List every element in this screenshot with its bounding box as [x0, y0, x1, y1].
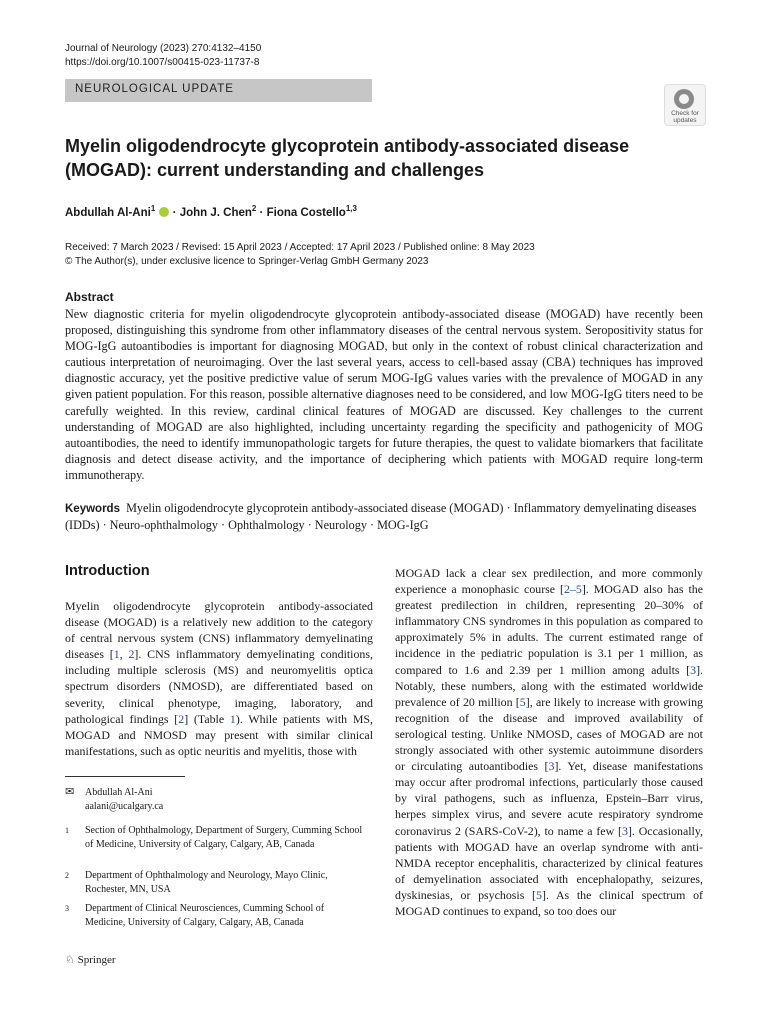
citation-link[interactable]: 1	[113, 647, 120, 662]
body-text: ). While patients with MS, MOGAD and NMOSD may present with similar clinical manifestations, such as optic neuritis and myelitis, those with	[65, 711, 373, 758]
copyright-line: © The Author(s), under exclusive licence to Springer-Verlag GmbH Germany 2023	[65, 256, 429, 267]
body-column-left	[65, 598, 373, 759]
abstract-heading: Abstract	[65, 290, 114, 304]
orcid-icon[interactable]	[159, 207, 169, 217]
body-text: ]. CNS inflammatory demyelinating conditions, including multiple sclerosis (MS) and neuromyelitis optica spectrum disorders (NMOSD), are differentiated based on severity, clinical phenotype, imaging, laboratory, and pathological findings [	[65, 647, 373, 726]
affiliation-number: 1	[65, 826, 69, 835]
author-separator: ·	[256, 206, 267, 219]
publisher-name: Springer	[77, 954, 116, 966]
corresponding-author: Abdullah Al-Ani	[85, 787, 153, 798]
citation-link[interactable]: 1	[229, 711, 236, 726]
keywords-label: Keywords	[65, 503, 120, 515]
affiliation-item	[65, 902, 365, 929]
affiliation-item	[65, 824, 365, 851]
author-name[interactable]: Abdullah Al-Ani	[65, 206, 151, 219]
corresponding-email[interactable]: aalani@ucalgary.ca	[85, 800, 164, 812]
footnote-divider	[65, 776, 185, 777]
journal-citation: Journal of Neurology (2023) 270:4132–4150	[65, 43, 262, 54]
correspondence	[65, 786, 365, 813]
affiliation-text: Department of Ophthalmology and Neurology, Mayo Clinic, Rochester, MN, USA	[85, 870, 328, 895]
affiliation-number: 2	[65, 871, 69, 880]
citation-link[interactable]: 3	[548, 759, 555, 774]
citation-link[interactable]: 3	[621, 823, 628, 838]
body-text: ], are likely to increase with growing recognition of the disease and improved availability of serological testing. Unlike NMOSD, cases of MOGAD are not strongly associated with other systemic autoimmune disorders or circulating autoantibodies [	[395, 694, 703, 774]
envelope-icon: ✉	[65, 786, 75, 798]
citation-link[interactable]: 2–5	[564, 582, 582, 597]
author-list	[65, 204, 357, 219]
author-affiliation-marker: 2	[251, 204, 257, 213]
body-text: MOGAD lack a clear sex predilection, and more commonly experience a monophasic course [	[395, 566, 703, 597]
body-text: ] (Table	[184, 711, 230, 726]
springer-logo-icon: ♘	[65, 954, 75, 966]
body-text: ]. Occasionally, patients with MOGAD have an overlap syndrome with anti-NMDA receptor encephalitis, characterized by clinical features of demyelination associated with encephalopathy, seizures, dyskinesias, or psychosis [	[395, 823, 703, 902]
article-title: Myelin oligodendrocyte glycoprotein antibody-associated disease (MOGAD): current understanding and challenges	[65, 136, 630, 180]
keywords	[65, 500, 703, 533]
check-for-updates-badge[interactable]	[664, 84, 706, 126]
citation-link[interactable]: 3	[690, 662, 697, 677]
citation-link[interactable]: 2	[128, 647, 135, 662]
affiliation-text: Department of Clinical Neurosciences, Cumming School of Medicine, University of Calgary, Calgary, AB, Canada	[85, 903, 325, 928]
body-text: ]. Notably, these numbers, along with the estimated worldwide prevalence of 20 million [	[395, 662, 703, 709]
author-name[interactable]: John J. Chen	[179, 206, 252, 219]
body-text: ]. Yet, disease manifestations may occur after prodromal infections, particularly those caused by viral pathogens, such as influenza, Epstein–Barr virus, herpes simplex virus, and severe acute respiratory syndrome coronavirus 2 (SARS-CoV-2), to name a few [	[395, 759, 703, 838]
body-text: Myelin oligodendrocyte glycoprotein antibody-associated disease (MOGAD) is a relatively new addition to the category of central nervous system (CNS) inflammatory demyelinating diseases [	[65, 599, 373, 662]
affiliation-text: Section of Ophthalmology, Department of Surgery, Cumming School of Medicine, University of Calgary, Calgary, AB, Canada	[85, 825, 363, 850]
citation-link[interactable]: 2	[178, 711, 185, 726]
author-separator: ·	[169, 206, 180, 219]
author-affiliation-marker: 1	[150, 204, 156, 213]
body-text: ]. As the clinical spectrum of MOGAD continues to expand, so too does our	[395, 887, 703, 918]
citation-link[interactable]: 5	[519, 694, 526, 709]
check-for-updates-icon	[674, 89, 694, 109]
body-column-right	[395, 565, 703, 919]
dates-line: Received: 7 March 2023 / Revised: 15 April 2023 / Accepted: 17 April 2023 / Published online: 8 May 2023	[65, 242, 535, 253]
author-affiliation-marker: 1,3	[345, 204, 357, 213]
author-name[interactable]: Fiona Costello	[266, 206, 346, 219]
journal-info	[65, 42, 261, 70]
body-text: ]. MOGAD also has the greatest predilection in children, representing 20–30% of inflammatory CNS syndromes in this population as compared to approximately 5% in adults. The current estimated range of incidence in the pediatric population is 3.1 per 1 million, as compared to 1.6 and 2.39 per 1 million among adults [	[395, 582, 703, 677]
check-label-line1: Check for	[671, 110, 699, 117]
article-type-banner	[65, 79, 372, 102]
body-text: ,	[119, 647, 129, 662]
check-label-line2: updates	[673, 117, 697, 124]
affiliation-number: 3	[65, 904, 69, 913]
citation-link[interactable]: 5	[536, 887, 542, 902]
publication-history	[65, 241, 535, 269]
article-type-label: NEUROLOGICAL UPDATE	[75, 83, 234, 95]
doi-link[interactable]: https://doi.org/10.1007/s00415-023-11737-8	[65, 57, 260, 68]
publisher-footer	[65, 953, 116, 966]
affiliation-item	[65, 869, 365, 896]
keywords-list: Myelin oligodendrocyte glycoprotein antibody-associated disease (MOGAD) · Inflammatory demyelinating diseases (IDDs) · Neuro-ophthalmology · Ophthalmology · Neurology · MOG-IgG	[65, 501, 697, 533]
abstract-text: New diagnostic criteria for myelin oligodendrocyte glycoprotein antibody-associated disease (MOGAD) have recently been proposed, distinguishing this syndrome from other inflammatory diseases of the central nervous system. Seropositivity status for MOG-IgG autoantibodies is important for diagnosing MOGAD, but only in the context of robust clinical characterization and cautious interpretation of neuroimaging. Over the last several years, access to cell-based assay (CBA) techniques has improved diagnostic accuracy, yet the positive predictive value of serum MOG-IgG values varies with the prevalence of MOGAD in any given patient population. For this reason, possible alternative diagnoses need to be considered, and low MOG-IgG titers need to be carefully weighted. In this review, cardinal clinical features of MOGAD are discussed. Key challenges to the current understanding of MOGAD are also highlighted, including uncertainty regarding the specificity and pathogenicity of MOG autoantibodies, the need to identify immunopathologic targets for future therapies, the quest to validate biomarkers that facilitate diagnosis and detect disease activity, and the importance of deciphering which patients with MOGAD require long-term immunotherapy.	[65, 307, 703, 482]
section-heading-introduction: Introduction	[65, 563, 150, 579]
